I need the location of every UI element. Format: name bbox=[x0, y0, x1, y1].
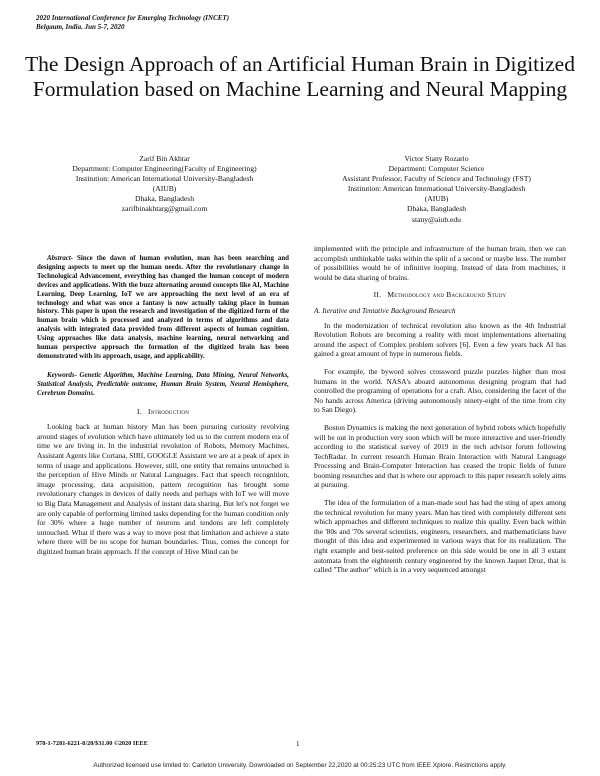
right-column bbox=[314, 244, 566, 575]
left-column bbox=[37, 255, 289, 557]
body-paragraph: For example, the byword solves crossword puzzle puzzles higher than most humans in the world. NASA's aboard autonomous designing program that had controlled the programing of operations for a craft. Also, considering the facet of the No hands across America (driving autonomously ninety-eight of the time from city to San Diego). bbox=[314, 366, 566, 415]
section-title: Methodology and Background Study bbox=[387, 290, 507, 300]
author-location: Dhaka, Bangladesh bbox=[406, 204, 467, 214]
author-2 bbox=[304, 154, 569, 225]
paper-title: The Design Approach of an Artificial Human Brain in Digitized Formulation based on Machine Learning and Neural Mapping bbox=[25, 52, 575, 101]
abstract bbox=[37, 255, 289, 362]
keywords-text: Genetic Algorithm, Machine Learning, Data Mining, Neural Networks, Statistical Analysis, Predictable outcome, Human Brain System, Neural Hemisphere, Cerebrum Domains. bbox=[37, 371, 289, 397]
author-name: Victor Stany Rozario bbox=[404, 154, 469, 163]
author-email: zarifbinakhtarg@gmail.com bbox=[121, 204, 208, 214]
body-paragraph: Boston Dynamics is making the next generation of hybrid robots which hopefully will be out in production very soon which will be more interactive and user-friendly according to the statistical survey of 2019 in the tech advisor forum following TechRadar. In current research Human Brain Interaction with Natural Language Processing and Brain-Computer Interaction has ceased the tropic fields of future booming researches and that is where our approach to this paper research solely aims at pursuing. bbox=[314, 422, 566, 490]
author-location: Dhaka, Bangladesh bbox=[134, 194, 195, 204]
subsection-heading: A. Iterative and Tentative Background Research bbox=[314, 305, 456, 315]
author-position: Assistant Professor, Faculty of Science and Technology (FST) bbox=[342, 174, 531, 184]
continuation-paragraph: implemented with the principle and infrastructure of the human brain, then we can accomplish unthinkable tasks within the split of a second or maybe less. The number of possibilities would be of infinitive looping. Instead of data from machines, it would be data sharing of brains. bbox=[314, 244, 566, 282]
conference-name: 2020 International Conference for Emerging Technology (INCET) bbox=[36, 14, 230, 22]
conference-location: Belgaum, India. Jun 5-7, 2020 bbox=[36, 23, 125, 31]
author-department: Department: Computer Science bbox=[388, 164, 485, 174]
section-title: Introduction bbox=[148, 406, 190, 416]
section-number: I. bbox=[136, 406, 142, 416]
author-institution-abbr: (AIUB) bbox=[152, 184, 177, 194]
conference-header bbox=[36, 14, 229, 32]
section-heading-methodology bbox=[314, 290, 566, 300]
author-name: Zarif Bin Akhtar bbox=[139, 154, 190, 163]
section-number: II. bbox=[373, 290, 382, 300]
page-number: 1 bbox=[296, 740, 300, 748]
author-block bbox=[0, 154, 600, 236]
author-institution: Institution: American International University-Bangladesh bbox=[347, 184, 526, 194]
author-department: Department: Computer Engineering(Faculty of Engineering) bbox=[72, 164, 257, 174]
introduction-paragraph: Looking back at human history Man has been pursuing curiosity revolving around stages of evolution which have ultimately led us to the current modern era of time we are living in. In the industrial revolution of Robots, Memory Machines, Assistant Agents like Cortana, SIRI, GOOGLE Assistant we are at a peak of apex in terms of usage and applications. However, still, one entity that remains untouched is the perception of Hive Minds or Natural Languages. Fact that speech recognition, image processing, data acquisition, pattern recognition has brought some revolutionary changes in devices of daily needs and perhaps with IoT we will move to Big Data Management and Analysis of instant data sharing. But let's not forget we are only capable of performing limited tasks depending for the human condition only for 30% where a huge number of neurons and tendons are left completely untouched. What if there was a way to move post that limitation and achieve a state where there will be no scope for human boundaries. Thus, comes the concept for digitized human brain approach. If the concept of Hive Mind can be bbox=[37, 422, 289, 556]
abstract-label: Abstract- bbox=[47, 255, 74, 262]
author-institution-abbr: (AIUB) bbox=[424, 194, 449, 204]
author-email: stany@aiub.edu bbox=[412, 214, 461, 224]
copyright-isbn: 978-1-7281-6221-8/20/$31.00 ©2020 IEEE bbox=[36, 740, 148, 747]
body-paragraph: The idea of the formulation of a man-made soul has had the sting of apex among the technical revolution for many years. Man has tired with completely different sets which approaches and different techniques to realize this quality. Even back within the '80s and '70s several scientists, engineers, researchers, and mathematicians have thought of this idea and experimented in various ways that for its realization. The right example and best-suited preference on this side would be one in all 3 extant automata from the eighteenth century engineered by the known Jaquet Droz, that is called "The author" which is in a very sequenced amongst bbox=[314, 498, 566, 575]
keywords bbox=[37, 372, 289, 399]
abstract-text: Since the dawn of human evolution, man has been searching and designing aspects to meet up the human needs. After the revolutionary change in Technological Advancement, everything has changed the human concept of modern devices and applications. With the buzz alternating around concepts like AI, Machine Learning, Deep Learning, IoT we are approaching the next level of an era of technology and what was once a fantasy is now actually taking place in human history. This paper is upon the research and investigation of the digitized form of the human brain which is processed and analyzed in terms of algorithms and data analysis with integrated data provided from different aspects of human cognition. Using approaches like data analysis, machine learning, neural networking and human perspective approach the formation of the digitized brain has been demonstrated with its approach, usage, and applicability. bbox=[37, 255, 289, 360]
body-paragraph: In the modernization of technical revolution also known as the 4th Industrial Revolution Robots are becoming a reality with most implementations alternating around the aspect of Complex problem solvers [6]. Even a few years back AI has gained a great amount of hype in numerous fields. bbox=[314, 320, 566, 359]
keywords-label: Keywords- bbox=[47, 371, 77, 379]
author-1 bbox=[32, 154, 297, 215]
license-notice: Authorized licensed use limited to: Carleton University. Downloaded on September 22,2020 at 00:25:23 UTC from IEEE Xplore. Restrictions apply. bbox=[93, 762, 507, 769]
author-institution: Institution: American International University-Bangladesh bbox=[75, 174, 254, 184]
section-heading-introduction bbox=[37, 407, 289, 417]
